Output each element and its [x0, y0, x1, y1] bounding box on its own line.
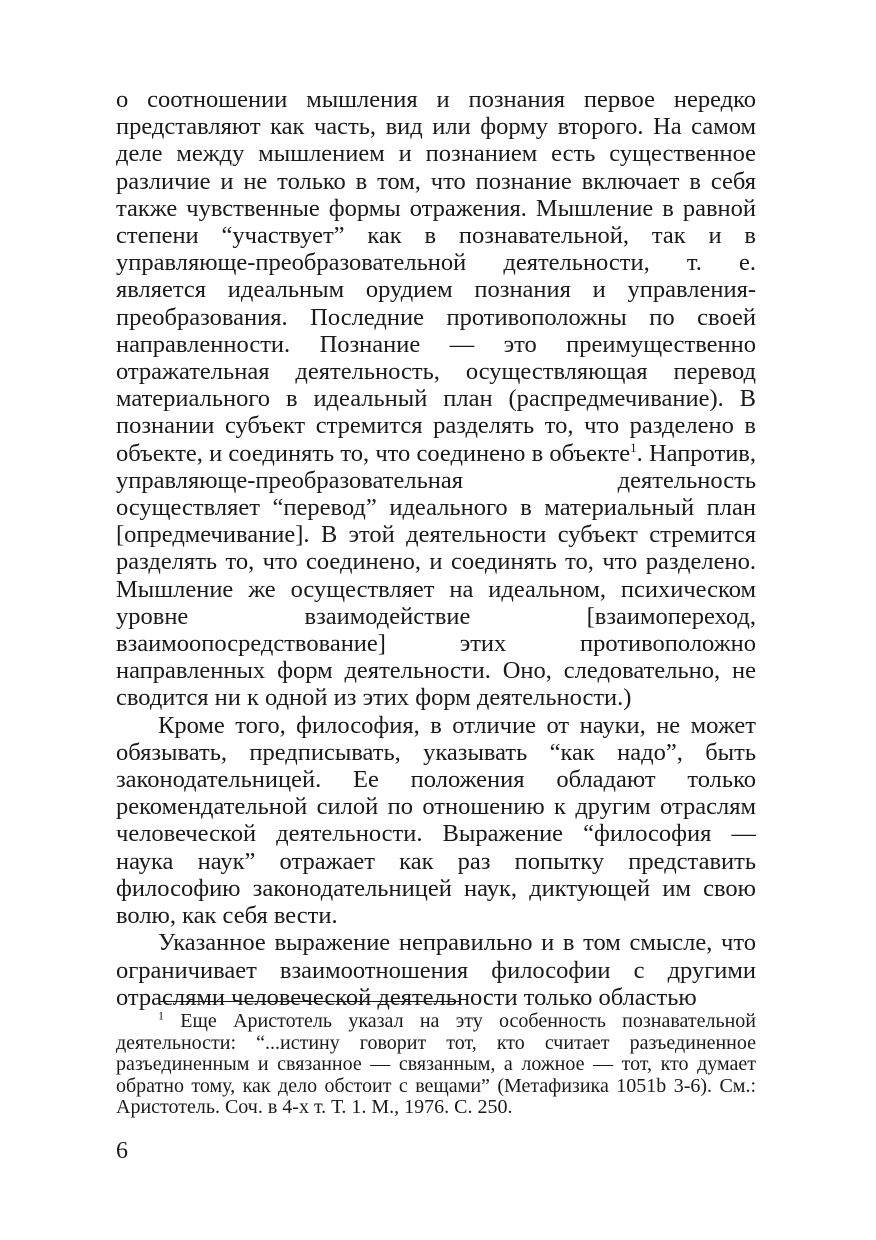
paragraph-1-text-end: . Напротив, управляюще-преобразовательная деятельность осуществляет “перевод” идеального в материальный план [опредмечивание]. В этой деятельности субъект стремится разделять то, что соединено, и соединять то, что разделено. Мышление же осуществляет на идеальном, психическом уровне взаимодействие [взаимопереход, взаимоопосредствование] этих противоположно направленных форм деятельности. Оно, следовательно, не сводится ни к одной из этих форм деятельности.): [116, 439, 756, 712]
footnote-reference[interactable]: 1: [630, 439, 637, 455]
footnote-marker: 1: [158, 1008, 164, 1023]
paragraph-3: Указанное выражение неправильно и в том смысле, что ограничивает взаимоотношения философии с другими отраслями человеческой деятельности только областью: [116, 929, 756, 1011]
main-text: [116, 86, 756, 1011]
footnote-divider: [160, 1001, 460, 1002]
paragraph-1-text-start: о соотношении мышления и познания первое нередко представляют как часть, вид или форму второго. На самом деле между мышлением и познанием есть существенное различие и не только в том, что познание включает в себя также чувственные формы отражения. Мышление в равной степени “участвует” как в познавательной, так и в управляюще-преобразовательной деятельности, т. е. является идеальным орудием познания и управления-преобразования. Последние противоположны по своей направленности. Познание — это преимущественно отражательная деятельность, осуществляющая перевод материального в идеальный план (распредмечивание). В познании субъект стремится разделять то, что разделено в объекте, и соединять то, что соединено в объекте: [116, 86, 756, 467]
page-number: 6: [116, 1138, 128, 1164]
footnote-text: Еще Аристотель указал на эту особенность познавательной деятельности: “...истину говорит тот, кто считает разъединенное разъединенным и связанное — связанным, а ложное — тот, кто думает обратно тому, как дело обстоит с вещами” (Метафизика 1051b 3-6). См.: Аристотель. Соч. в 4-х т. Т. 1. М., 1976. С. 250.: [116, 1010, 756, 1118]
footnote: [116, 1008, 756, 1119]
page-body: [116, 86, 756, 1011]
paragraph-1: [116, 86, 756, 712]
paragraph-2: Кроме того, философия, в отличие от науки, не может обязывать, предписывать, указывать “как надо”, быть законодательницей. Ее положения обладают только рекомендательной силой по отношению к другим отраслям человеческой деятельности. Выражение “философия — наука наук” отражает как раз попытку представить философию законодательницей наук, диктующей им свою волю, как себя вести.: [116, 711, 756, 930]
